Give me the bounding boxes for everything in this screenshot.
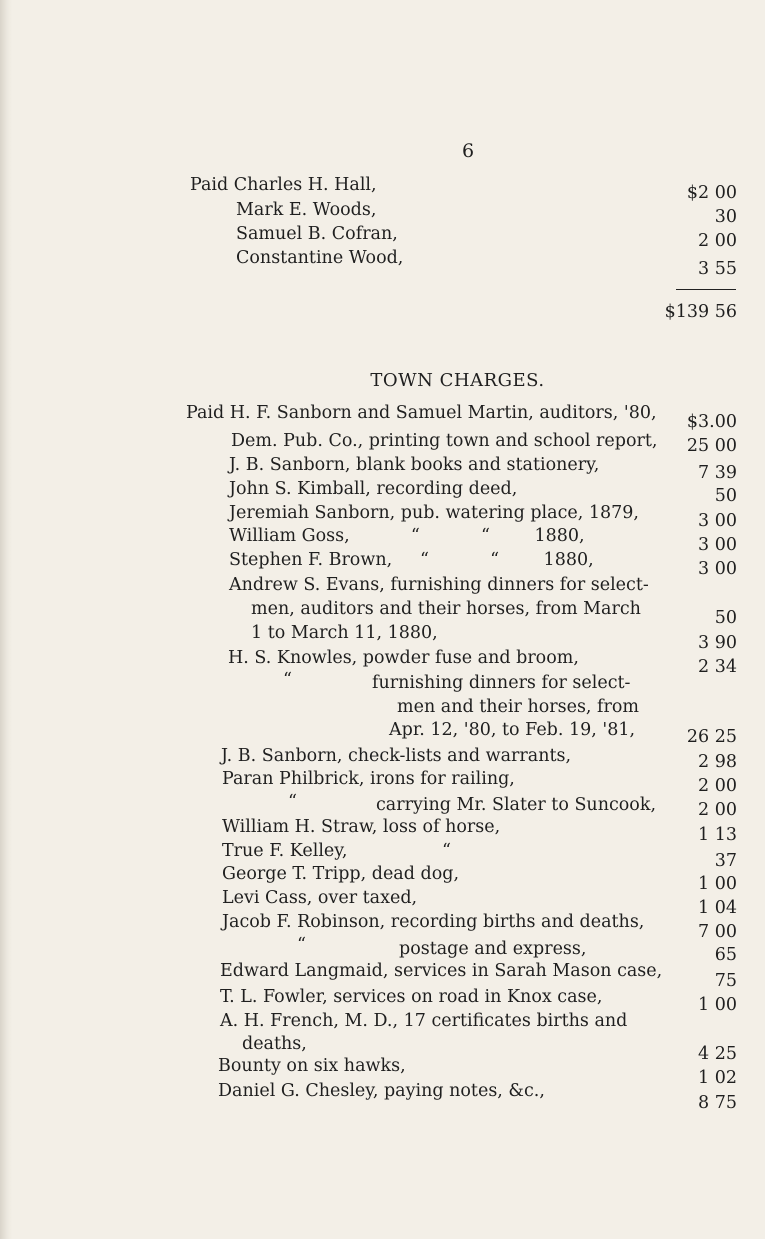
list-item: John S. Kimball, recording deed, (229, 479, 518, 499)
amount: 3 00 (698, 511, 737, 531)
list-item: A. H. French, M. D., 17 certificates births and (220, 1011, 628, 1031)
amount: $2 00 (686, 183, 737, 203)
list-item: Bounty on six hawks, (218, 1056, 406, 1076)
list-item: men, auditors and their horses, from March (251, 599, 641, 619)
amount: 1 13 (698, 825, 737, 845)
list-item: furnishing dinners for select- (372, 673, 631, 693)
amount: 26 25 (686, 727, 737, 747)
amount: 7 39 (698, 463, 737, 483)
amount: 2 34 (698, 657, 737, 677)
list-item: J. B. Sanborn, blank books and stationery, (229, 455, 600, 475)
list-item: deaths, (242, 1034, 307, 1054)
list-item: postage and express, (399, 939, 587, 959)
list-item: Edward Langmaid, services in Sarah Mason case, (220, 961, 663, 981)
amount: 3 90 (698, 633, 737, 653)
list-item: Paid Charles H. Hall, (190, 175, 377, 195)
amount: 3 00 (698, 535, 737, 555)
list-item: George T. Tripp, dead dog, (222, 864, 460, 884)
amount: 4 25 (698, 1044, 737, 1064)
total-amount: $139 56 (664, 302, 737, 322)
list-item: H. S. Knowles, powder fuse and broom, (228, 648, 579, 668)
list-item: Levi Cass, over taxed, (222, 888, 418, 908)
amount: 25 00 (686, 436, 737, 456)
list-item: Samuel B. Cofran, (236, 224, 398, 244)
amount: $3.00 (686, 412, 737, 432)
amount: 37 (714, 851, 737, 871)
list-item: Daniel G. Chesley, paying notes, &c., (218, 1081, 545, 1101)
amount: 65 (714, 945, 737, 965)
list-item: Andrew S. Evans, furnishing dinners for select- (229, 575, 649, 595)
list-item: True F. Kelley, “ (222, 841, 451, 861)
amount: 50 (714, 486, 737, 506)
amount: 1 00 (698, 874, 737, 894)
list-item: T. L. Fowler, services on road in Knox case, (220, 987, 603, 1007)
list-item: Mark E. Woods, (236, 200, 377, 220)
ditto-mark: “ (297, 935, 306, 955)
amount: 50 (714, 608, 737, 628)
ditto-mark: “ (288, 792, 297, 812)
amount: 1 04 (698, 898, 737, 918)
amount: 2 98 (698, 752, 737, 772)
page-number: 6 (462, 140, 475, 162)
list-item: Constantine Wood, (236, 248, 404, 268)
amount: 7 00 (698, 922, 737, 942)
amount: 1 02 (698, 1068, 737, 1088)
list-item: 1 to March 11, 1880, (251, 623, 438, 643)
list-item: Jacob F. Robinson, recording births and deaths, (222, 912, 645, 932)
amount: 8 75 (698, 1093, 737, 1113)
amount: 30 (714, 207, 737, 227)
amount: 75 (714, 971, 737, 991)
total-rule (676, 289, 736, 290)
amount: 3 00 (698, 559, 737, 579)
section-heading: TOWN CHARGES. (370, 370, 545, 391)
list-item: William Goss, “ “ 1880, (229, 526, 585, 546)
list-item: Dem. Pub. Co., printing town and school report, (231, 431, 658, 451)
list-item: Apr. 12, '80, to Feb. 19, '81, (389, 720, 636, 740)
list-item: William H. Straw, loss of horse, (222, 817, 501, 837)
list-item: Jeremiah Sanborn, pub. watering place, 1879, (229, 503, 639, 523)
amount: 2 00 (698, 776, 737, 796)
ditto-mark: “ (283, 670, 292, 690)
amount: 2 00 (698, 800, 737, 820)
amount: 1 00 (698, 995, 737, 1015)
list-item: Paran Philbrick, irons for railing, (222, 769, 515, 789)
amount: 3 55 (698, 259, 737, 279)
list-item: J. B. Sanborn, check-lists and warrants, (221, 746, 572, 766)
list-item: Stephen F. Brown, “ “ 1880, (229, 550, 594, 570)
amount: 2 00 (698, 231, 737, 251)
page-gutter-shadow (0, 0, 12, 1239)
list-item: carrying Mr. Slater to Suncook, (376, 795, 657, 815)
list-item: men and their horses, from (397, 697, 640, 717)
list-item: Paid H. F. Sanborn and Samuel Martin, auditors, '80, (186, 403, 657, 423)
